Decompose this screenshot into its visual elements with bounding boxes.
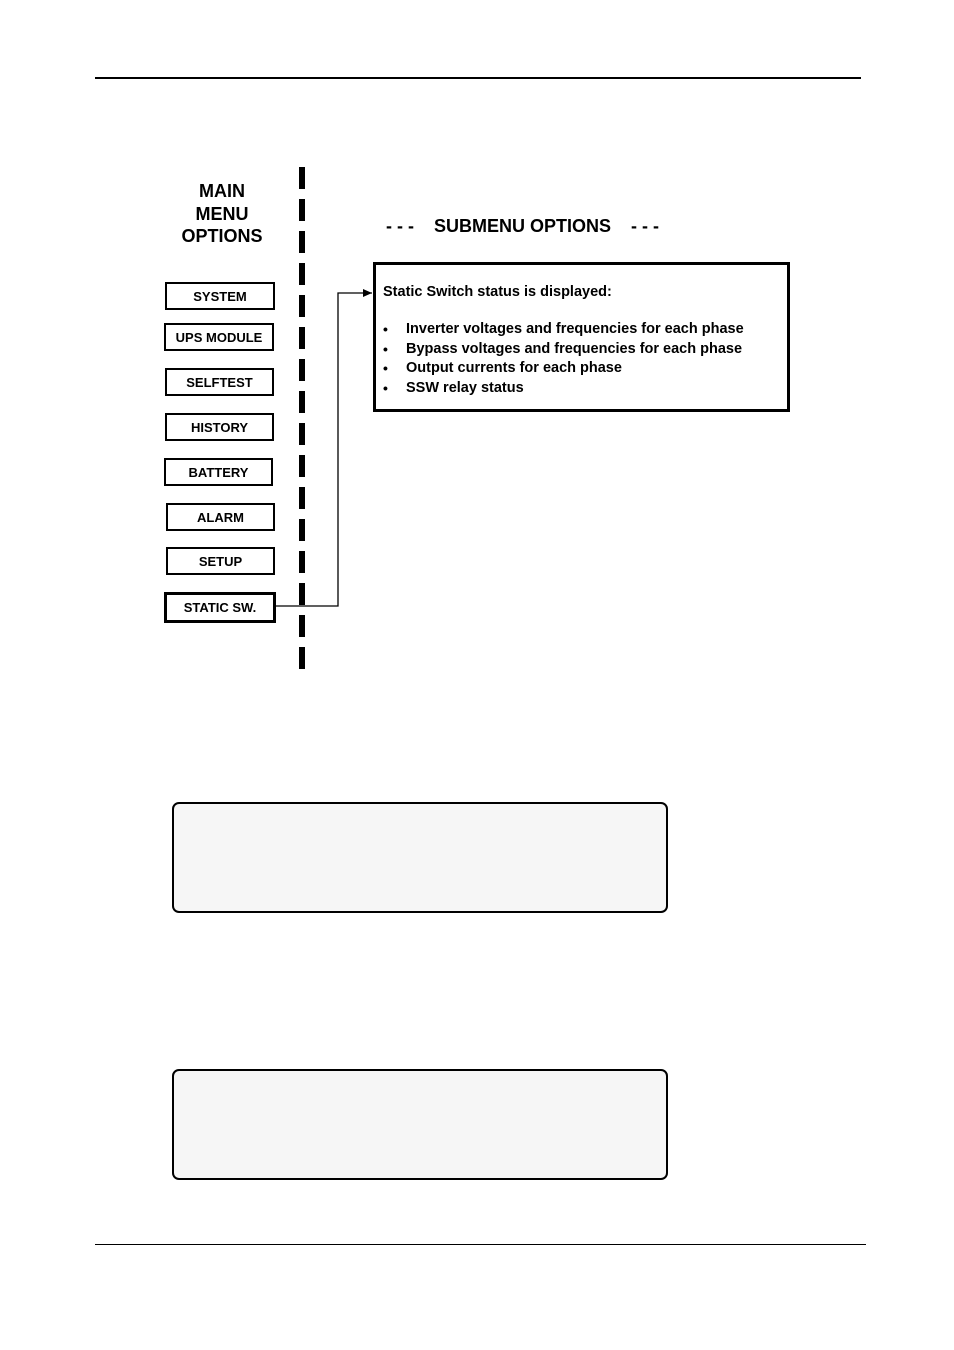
menu-button-system[interactable]: SYSTEM (165, 282, 275, 310)
description-list (383, 320, 787, 398)
list-item: • SSW relay status (383, 379, 787, 399)
submenu-title: - - - SUBMENU OPTIONS - - - (386, 216, 659, 236)
main-menu-title: MAIN MENU OPTIONS (181, 181, 263, 246)
list-item: • Output currents for each phase (383, 359, 787, 379)
menu-button-battery[interactable]: BATTERY (164, 458, 273, 486)
footer-rule (95, 1244, 866, 1245)
lcd-display-1 (172, 802, 668, 913)
menu-button-selftest[interactable]: SELFTEST (165, 368, 274, 396)
list-item: • Inverter voltages and frequencies for each phase (383, 320, 787, 340)
description-title: Static Switch status is displayed: (383, 284, 612, 300)
submenu-description-box (373, 262, 790, 412)
menu-button-setup[interactable]: SETUP (166, 547, 275, 575)
menu-button-static-sw[interactable]: STATIC SW. (164, 592, 276, 623)
menu-button-alarm[interactable]: ALARM (166, 503, 275, 531)
menu-button-ups-module[interactable]: UPS MODULE (164, 323, 274, 351)
menu-button-history[interactable]: HISTORY (165, 413, 274, 441)
lcd-display-2 (172, 1069, 668, 1180)
list-item: • Bypass voltages and frequencies for each phase (383, 340, 787, 360)
